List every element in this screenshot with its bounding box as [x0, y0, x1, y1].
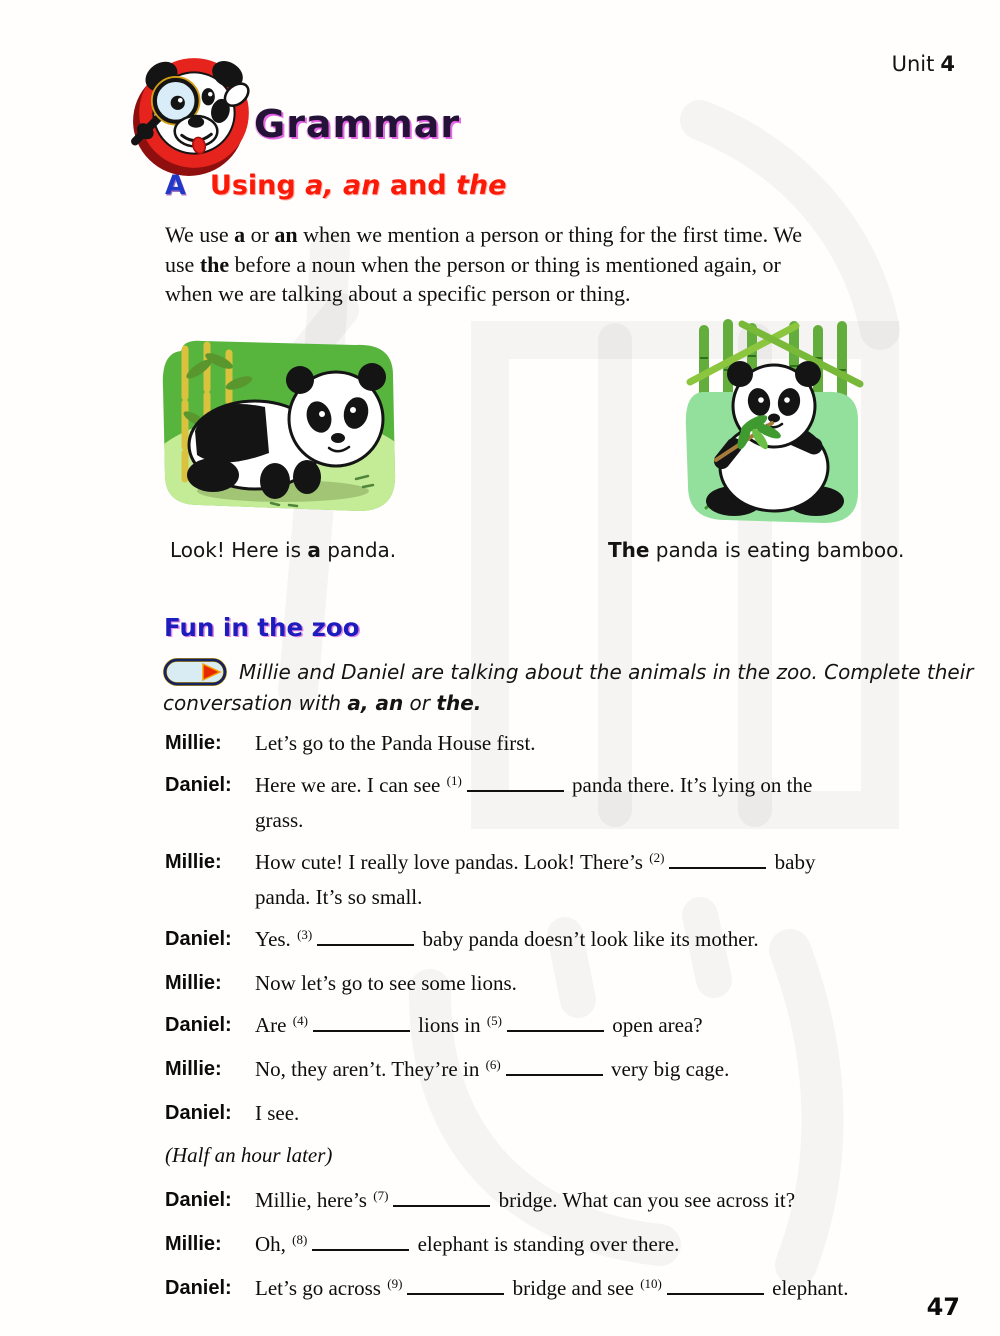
fill-in-blank: [317, 929, 414, 946]
speech-text: Oh, $^{(8)}$ elephant is standing over there.: [255, 1232, 680, 1256]
exercise-heading: Fun in the zoo: [164, 613, 360, 642]
fill-in-blank: [312, 1234, 409, 1251]
left-caption: Look! Here is a panda.: [170, 538, 397, 562]
section-a-heading: [165, 170, 506, 201]
dialogue-row: [165, 1009, 977, 1044]
dialogue-row: [165, 1184, 977, 1219]
instruction-text: Millie and Daniel are talking about the animals in the zoo. Complete their conversation with a, an or the.: [163, 660, 974, 715]
blank-number: (7): [373, 1188, 389, 1203]
blank-number: (2): [649, 850, 665, 865]
speaker-label: Millie:: [165, 1233, 222, 1255]
speech-text: Now let’s go to see some lions.: [255, 971, 517, 995]
speaker-label: Daniel:: [165, 774, 232, 796]
dialogue-row: [165, 769, 977, 837]
speech-text: How cute! I really love pandas. Look! There’s $^{(2)}$ baby panda. It’s so small.: [255, 850, 816, 909]
unit-word: Unit: [891, 52, 935, 76]
blank-number: (6): [485, 1057, 501, 1072]
section-letter: A: [165, 170, 186, 201]
dialogue-row: [165, 1053, 977, 1088]
blank-number: (9): [387, 1276, 403, 1291]
unit-label: [735, 52, 955, 76]
fill-in-blank: [407, 1278, 504, 1295]
speaker-label: Millie:: [165, 732, 222, 754]
fill-in-blank: [669, 852, 766, 869]
speaker-label: Millie:: [165, 1058, 222, 1080]
dialogue-row: [165, 1097, 977, 1130]
blank-number: (8): [292, 1232, 308, 1247]
fill-in-blank: [313, 1015, 410, 1032]
dialogue-row: [165, 846, 977, 914]
speech-text: Yes. $^{(3)}$ baby panda doesn’t look like its mother.: [255, 927, 759, 951]
audio-play-icon: [163, 658, 227, 686]
speaker-label: Daniel:: [165, 1189, 232, 1211]
dialogue-row: [165, 923, 977, 958]
speech-text: Millie, here’s $^{(7)}$ bridge. What can you see across it?: [255, 1188, 796, 1212]
intro-paragraph: We use a or an when we mention a person or thing for the first time. We use the before a noun when the person or thing is mentioned again, or when we are talking about a specific person or thing.: [165, 222, 802, 306]
page-title: Grammar: [254, 102, 461, 146]
speech-text: I see.: [255, 1101, 300, 1125]
baby-panda-illustration: [151, 327, 411, 525]
unit-number: 4: [940, 52, 955, 76]
fill-in-blank: [467, 775, 564, 792]
fill-in-blank: [506, 1059, 603, 1076]
speech-text: Here we are. I can see $^{(1)}$ panda there. It’s lying on the grass.: [255, 773, 813, 832]
dialogue-row: [165, 1272, 977, 1307]
speech-text: Are $^{(4)}$ lions in $^{(5)}$ open area?: [255, 1013, 703, 1037]
blank-number: (4): [292, 1013, 308, 1028]
speaker-label: Daniel:: [165, 1277, 232, 1299]
fill-in-blank: [507, 1015, 604, 1032]
dialogue-row: [165, 727, 977, 760]
speaker-label: Daniel:: [165, 1102, 232, 1124]
blank-number: (1): [446, 773, 462, 788]
right-caption: The panda is eating bamboo.: [608, 538, 905, 562]
exercise-instruction: [163, 657, 985, 718]
dialogue-exercise: [165, 727, 977, 1316]
fill-in-blank: [393, 1190, 490, 1207]
speaker-label: Millie:: [165, 851, 222, 873]
speech-text: Let’s go across $^{(9)}$ bridge and see $^{(10)}$ elephant.: [255, 1276, 849, 1300]
blank-number: (3): [297, 927, 313, 942]
speech-text: Let’s go to the Panda House first.: [255, 731, 536, 755]
speaker-label: Daniel:: [165, 1014, 232, 1036]
fill-in-blank: [667, 1278, 764, 1295]
section-title: Using a, an and the: [209, 170, 507, 201]
speaker-label: Millie:: [165, 972, 222, 994]
panda-eating-bamboo-illustration: [676, 318, 870, 530]
speaker-label: Daniel:: [165, 928, 232, 950]
dog-with-magnifier-logo-icon: [131, 50, 257, 180]
dialogue-row: [165, 967, 977, 1000]
blank-number: (5): [486, 1013, 503, 1028]
page-number: 47: [926, 1293, 960, 1321]
blank-number: (10): [640, 1276, 662, 1291]
speech-text: No, they aren’t. They’re in $^{(6)}$ very big cage.: [255, 1057, 730, 1081]
stage-direction: (Half an hour later): [165, 1143, 333, 1167]
dialogue-row: [165, 1228, 977, 1263]
